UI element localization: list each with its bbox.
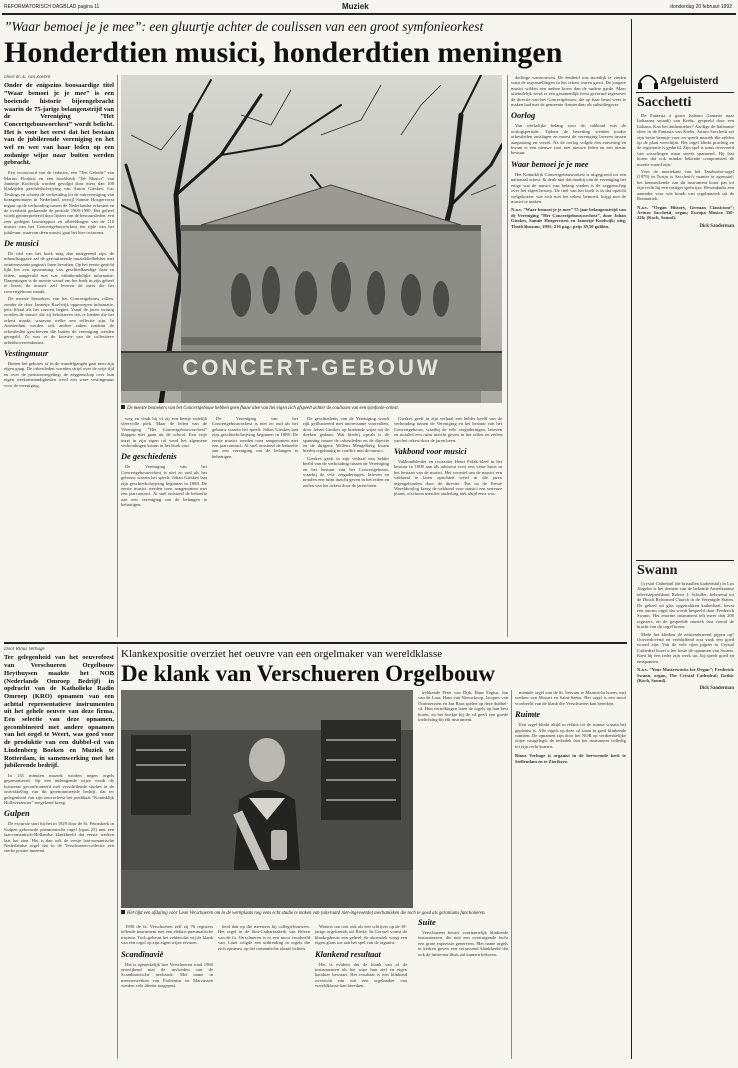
- article1-body: Gieskes geeft in zijn verhaal een helder beeld van de verhouding tussen de Vereniging en het bestuur van het Concertgebouw, waarbij de vele vergaderingen, brieven en notulen een ruim inzicht geven in het reilen en zeilen van het orkest door de jaren heen.: [303, 455, 389, 488]
- caption-text: Het lijkt een afdaling voor Leon Verschueren om in de werkplaats nog eens echt studie te maken van (uiteraard niet-ingevoerde) mechanieken die toch te goed als geraniums functioneren.: [127, 911, 486, 916]
- article1-subhead-vestingmuur: Vestingmuur: [4, 348, 49, 358]
- verschueren-photo: [121, 690, 413, 908]
- article1-body: weg en vindt hij of zij een beetje redelijk sfeervolle plek. Maar de leden van de Vereniging ”Het Concertgebouworchest” klappen niet gaan uit de school. Een vrije inzet in zijn eigen rol werd het algemene verhoudingen kwam in het boek vast.: [121, 416, 207, 449]
- article1-column-3: [212, 416, 298, 637]
- swann-review: [637, 581, 734, 1059]
- article1-body: Gieskes geeft in zijn verhaal een helder beeld van de verhouding tussen de Vereniging en het bestuur van het Concertgebouw, waarbij de vele vergaderingen, brieven en notulen een ruim inzicht geven in het reilen en zeilen van het orkest door de jaren heen.: [394, 416, 502, 443]
- article1-intro: Onder de enigszins boosaardige titel ”Waar bemoei je je mee” is een boeiende historie bijeengebracht waarin de 75-jarige belangenstrijd van de Vereniging ”Het Concertgebouworchest” wordt belicht. Het is voor het eerst dat het bestaan van de jubilerende vereniging en het wel en wee van haar leden op een zodanige wijze naar buiten werden gebracht.: [4, 82, 114, 167]
- concertgebouw-sign-text: CONCERT-GEBOUW: [182, 355, 441, 380]
- article1-left-column: [4, 75, 114, 637]
- swann-body: Mede het klinken de zestienduizend pijpen op? Oorverdovend en verbluffend zou vaak een goed woord zijn. Van de vele rijen pijpen in Crystal Cathedral hoort u het beste de opnamen van Swann. Kent hij een ieder zijn werk uit, hij speelt goed en ontspannen.: [637, 631, 734, 664]
- article1-body: De Vereniging van het Concertgebouworkest is niet zo oud als het gebouw waarin het speelt. Johan Gieskes laat zijn geschiedschrijving beginnen in 1888. De eerste musici werden toen aangenomen met een jaarcontract. Al snel ontstond de behoefte aan een vereniging om de belangen te behartigen.: [121, 464, 207, 508]
- column-divider: [117, 75, 118, 637]
- article2-subhead-gulpen: Gulpen: [4, 809, 30, 819]
- article2-column-2: [121, 924, 213, 1059]
- article1-subhead-musici: De musici: [4, 239, 39, 249]
- swann-title: Swann: [637, 563, 678, 578]
- sacchetti-body: De Fantasia à gusto Italiano (fantasie naar Italiaanse smaak) van Krebs, gespeeld door een Italiaan. Kan het authentieker? Aardige de Italiaanse sfeer in de Fantasia van Krebs. Arturo Sacchetti zet zijn beste beentje voor en speelt muziek die zelden op de plaat verschijnt. Het orgel klinkt prachtig en de registratie is gedurfd. Zijn spel is soms overvoerd van wisselingen maar steeds spannend. Hij laat horen dat ook minder bekende componisten de moeite waard zijn.: [637, 113, 734, 167]
- article2-kicker: Klankexpositie overziet het oeuvre van een orgelmaker van wereldklasse: [121, 648, 443, 660]
- article1-body: Het Koninklijk Concertgebouworkest is uitgegroeid tot een nationaal orkest. Ik denk niet dat daarbij van de vereniging het enige wat de musici van belang vinden is de zeggenschap over het eigen beroep. De titel van het boek is in dat opzicht welgekozen: wie zich met het orkest bemoeit, krijgt met de musici te maken.: [511, 171, 626, 204]
- article2-body: Het is opmerkelijk hoe Verschueren rond 1960 ontwijkend met de invloeden van de Scandinavische neobarok. Met name in meesterwerken van Frobenius en Marcussen werden vele ideeën toegepast.: [121, 961, 213, 989]
- article2-byline: Door Rinus Verhage: [4, 647, 45, 652]
- article2-column-5: [418, 690, 508, 908]
- article1-body: De geschiedenis van de Vereniging wordt rijk geïllustreerd met interessante voorvallen, door Johan Gieskes op boeiende wijze uit de doeken gedaan. Wat hierbij opvalt is de spanning tussen de orkestleden en de directie en de dirigent. Willem Mengelberg kwam hierbij regelmatig in conflict met de musici.: [303, 416, 389, 454]
- caption-marker: [121, 910, 125, 914]
- article1-column-4: [303, 416, 389, 637]
- sidebar-rule: [636, 92, 734, 93]
- masthead-rule: [2, 13, 736, 15]
- article2-body: De excursie start bij het in 1929 door de St. Petruskerk in Gulpen gebouwde pneumatische orgel (opus 25) met een laat-romantisch-Hollandse klankbeeld dat eerste werken laat het zien. Het is dan ook de eerste laat-romantische Nederlandse orgel dat in de Verschueren-collectie een sterke positie inneemt.: [4, 821, 114, 854]
- article1-subhead-geschiedenis: De geschiedenis: [121, 452, 177, 462]
- article1-book-info: N.a.v. ”Waar bemoei je je mee” 75 jaar belangenstrijd van de Vereniging ”Het Concertgebouworchest”, door Johan Gieskes, Sannie Hoogervorst en Jannetje Koolwijk; uitg. Thoth Bussum, 1991; 216 pag.; prijs 39,50 gulden.: [511, 207, 626, 229]
- article2-subhead-klankend: Klankend resultaat: [315, 949, 381, 959]
- swann-body: Crystal Cathedral (de kristallen kathedraal) in Los Angeles is het domein van de bekende Amerikaanse televisiepredikant Robert J. Schuller, behorend tot de Dutch Reformed Church in de Verenigde Staten. De geheel uit glas opgetrokken kathedraal, bevat een enorm orgel dat wordt bespeeld door Frederick Swann. Het enorme instrument telt meer dan 200 registers, en de gespeelde muziek laat vooral de kracht van dit orgel horen.: [637, 581, 734, 630]
- masthead-section: Muziek: [342, 2, 369, 11]
- article2-body: In 135 minuten muziek worden negen orgels gepresenteerd. Op een indringende wijze wordt de luisteraar geconfronteerd met verschillende studies in de ontwikkeling van dit gerenommeerde bedrijf, dat ter gelegenheid van zijn oeuvrefeest het predikaat ”Koninklijk Hofleverancier” toegekend kreeg.: [4, 772, 114, 805]
- verschueren-photo-illustration: [121, 690, 413, 908]
- article2-body: 1990 de fa. Verschueren zelf zij 76 registers tellende instrument met een elektro-pneumatische tractuur. Toch gebeurt het zelden dat wij de klank van een orgel op zijn eigen wijze ervaren.: [121, 924, 213, 946]
- concertgebouw-photo: [121, 75, 502, 403]
- article1-column-5: [394, 416, 502, 637]
- article1-body: De meeste bezoekers van het Concertgebouw rollen, zonder de door Jannetje Koolwijk opgeroepen informatie, pers filiaal als het concert begint. Vanaf de jaren twintig worden de musici die zij beluisteren iets te bieden die het orkest maakt; waarvan welke een reflectie zijn. In Amsterdam werden ook andere zaken rondom de orkestleden geschreven die buiten de vereniging werden geregeld. Zo was er de kwestie van de collectieve arbeidsovereenkomst.: [4, 296, 114, 345]
- article2-column-4: [315, 924, 407, 1059]
- article2-headline: De klank van Verschueren Orgelbouw: [121, 661, 496, 686]
- article2-intro: Ter gelegenheid van het oeuvrefeest van Verschueren Orgelbouw Heythuysen maakte het NOB (Nederlands Omroep Bedrijf) in opdracht van de Katholieke Radio Omroep (KRO) opnamen van een achttal representatieve instrumenten uit het gehele oeuvre van deze firma. Een selectie van deze opnamen, gecombineerd met andere opnamen van het orgel te Weert, was goed voor de produktie van een dubbel-cd van Lindenberg Boeken en Muziek te Rotterdam, in samenwerking met het jubilerende bedrijf.: [4, 654, 114, 770]
- article-divider: [4, 642, 627, 644]
- article2-body: Woners om ooit ook als een schrijver op de 18-jarige orgeltrends uit Breda. In Gorssel vormt de klankopbouw een geheel; de akoestiek voegt een eigen glans toe aan het spel van de organist.: [315, 924, 407, 946]
- article1-body: Vakbondsleider en voorzitter Henri Polak bleef in het bestuur in 1908 aan als adviseur voor een vaste basis in het bestaan van de musici. Het voorstel om de musici een vakbond te laten oprichten werd in die jaren tegengehouden door de directie. Pas na de Eerste Wereldoorlog kreeg de vakbond voor musici een serieuze plaats, ofschoon men het onderling niet altijd eens was.: [394, 459, 502, 497]
- sidebar-divider: [631, 19, 632, 1059]
- column-divider: [117, 647, 118, 1059]
- sacchetti-info: N.a.v. ”Organ History, German Classicism”; Arturo Sacchetti, organ; Europa Musica 350-226; (Koch, Sound).: [637, 204, 734, 221]
- article2-right-column: [515, 690, 626, 1059]
- article1-body: Buiten het gebouw of in de wandelgangen gaat men zijn eigen gang. De orkestleden voerden strijd over de vrije tijd en over de pensioenregeling; de zeggenschap over hun eigen werkomstandigheden werd een ware vestingmuur voor de vereniging.: [4, 360, 114, 388]
- article1-subhead-waarbemoei: Waar bemoei je je mee: [511, 159, 589, 169]
- sidebar-rule: [636, 560, 734, 561]
- article1-subhead-oorlog: Oorlog: [511, 111, 536, 121]
- concertgebouw-photo-illustration: [121, 75, 502, 403]
- article2-column-3: [218, 924, 310, 1059]
- article1-column-2: [121, 416, 207, 637]
- headphones-icon: [636, 72, 660, 90]
- article2-body: heid dan op die meesters bij collega-bouwers. Het orgel in de Sint-Catharinakerk van Bilzen van de fa. Verschueren is er een mooi voorbeeld van. Later volgde een uitbreiding in orgels die zich opnieuw op het romantische ideaal richten.: [218, 924, 310, 951]
- article1-body: De Vereniging van het Concertgebouworkest is niet zo oud als het gebouw waarin het speelt. Johan Gieskes laat zijn geschiedschrijving beginnen in 1888. De eerste musici werden toen aangenomen met een jaarcontract. Al snel ontstond de behoefte aan een vereniging om de belangen te behartigen.: [212, 416, 298, 459]
- masthead-date: donderdag 20 februari 1992: [670, 4, 732, 10]
- article1-body: Van werkelijke belang voor de vakbond was de oorlogsperiode. Tijdens de bezetting werden joodse orkestleden ontslagen en moest de vereniging laveren tussen aanpassing en verzet. Na de oorlog volgde een zuivering en kwam er een nieuwe start met nieuwe leden en een nieuw bestuur.: [511, 123, 626, 156]
- article1-body: Een voorwoord van de redactie, een ”Ten Geleide” van Marius Flothuis en een hoofdstuk ”De Musici” van Jannetje Koolwijk worden gevolgd door meer dan 100 bladzijden geschiedschrijving van Anton Gieskes. Cas Teulings en schetst de verbouding tot de vakvereniging van bonsgenonaten in Nederland, terwijl Sannie Hoogervorst ingaat op de verhouding tussen de Nederlandse orkesten en de overheid gedurende de periode 1900-1990. Het geheel wordt geïnterpreteerd door lijsten van de bestuursleden, een zeer gedegen brontrapport en afbeeldingen van de 110 musici van het Concertgebouworkest ten tijde van het jubileum, waarvan deen musici gaat het hier trouwens.: [4, 170, 114, 235]
- caption-text: De meeste bezoekers van het Concertgebouw hebben geen flauw idee van het eigen zich afspeelt achter de coulissen van een symfonie-orkest.: [127, 406, 399, 411]
- afgeluisterd-logo: [636, 72, 734, 90]
- article1-body: derlinge wantrouwen. De eenheid was moeilijk te vinden want de tegenstellingen in het orkest waren groot. De jongere musici wilden een andere koers dan de oudere garde. Maar uiteindelijk werd er een gezamenlijk front gevormd tegenover de directie van het Concertgebouw, die op haar beurt weer te maken had met de gemeente Amsterdam als subsidiegever.: [511, 75, 626, 108]
- sacchetti-body: Voor de muziekant van het Tamburini-orgel (1979) in Turijn is Sacchetti's manier te agressief; het kenmerkende van dit instrument komt pas tot zijn recht bij een rustiger spelwijze. Desondanks een aanrader voor wie houdt van orgelmuziek uit de Romantiek.: [637, 169, 734, 202]
- sacchetti-review: [637, 113, 734, 553]
- swann-signature: Dick Sanderman: [699, 686, 734, 692]
- masthead: [2, 2, 736, 12]
- article2-body: Het is evident dat de klank van al de instrumenten als het ware hun ziel en eigen karakter bewaart. Het resultaat is een klinkend overzicht van wat een orgelmaker van wereldklasse kan bereiken.: [315, 961, 407, 989]
- masthead-paper: REFORMATORISCH DAGBLAD pagina 11: [4, 4, 100, 10]
- article2-subhead-suite: Suite: [418, 918, 436, 927]
- article2-body: mentale orgel van de St. Servaas te Maastricht horen, met werken van Mozart en Saint-Saëns. Het orgel is een mooi voorbeeld van de klank die Verschueren kan bereiken.: [515, 690, 626, 706]
- article2-left-column: [4, 647, 114, 1059]
- article1-headline: Honderdtien musici, honderdtien meningen: [4, 36, 563, 69]
- article2-subhead-ruimte: Ruimte: [515, 710, 541, 720]
- article1-kicker: ”Waar bemoei je je mee”: een gluurtje achter de coulissen van een groot symfonieorkest: [4, 19, 484, 34]
- column-divider: [507, 75, 508, 637]
- article2-subhead-scandinavie: Scandinavië: [121, 949, 164, 959]
- article1-byline: Door dr. E. van Zoeren: [4, 75, 51, 80]
- article1-body: De tied van het boek mag dan intrigerend zijn, de inhoudsopgave zal de geroutineerde muziekliefhebber met oninteressante pagina's laten bevatten. Op het eerste gezicht lijkt het een opsomming van geschiedkundige data en feiten, aangevuld met wat vakinhoudelijke informatie. Daarentegen is de moeite waard om het boek in zijn geheel te lezen; de musici zelf leveren de inzet die het concertgebouw maakt.: [4, 251, 114, 294]
- column-divider: [511, 690, 512, 1059]
- afgeluisterd-label: Afgeluisterd: [660, 76, 719, 87]
- caption-marker: [121, 405, 125, 409]
- article2-body: Verschueren bouwt voornamelijk klinkende instrumenten, die met een overtuigende lucht een grote expressie genereren. Met name orgels in kerken geven een verrassend klankbeeld dat ook de luisteraar thuis zal kunnen bekoren.: [418, 930, 508, 957]
- article2-body: Een orgel klinkt altijd in relatie tot de ruimte waarin het geplaatst is. Alle orgels op deze cd staan in goed klinkende ruimten. De opnamen zijn door het NOB op verdienstelijke wijze vastgelegd; de techniek laat het instrument volledig tot zijn recht komen.: [515, 722, 626, 749]
- article2-author-info: Rinus Verhage is organist in de hervormde kerk te Stellendam en te Zierikzee.: [515, 753, 626, 764]
- sacchetti-title: Sacchetti: [637, 95, 692, 110]
- sacchetti-signature: Dick Sanderman: [699, 223, 734, 229]
- article1-subhead-vakbond: Vakbond voor musici: [394, 447, 467, 457]
- article1-right-column: [511, 75, 626, 637]
- article2-column-6: [418, 914, 508, 1059]
- concertgebouw-photo-caption: [121, 405, 502, 412]
- swann-info: N.a.v. ”Your Masterworks for Organ”; Frederick Swann, organ, The Crystal Cathedral; Gothic (Koch, Sound).: [637, 667, 734, 683]
- article2-body: trekkende Peter van Dijk, Hans Fagius, Jan van de Laar, Hans van Nieuwkoop, Jacques van Oortmerssen en Jan Raas spelen op deze dubbel-cd. Hun vertolkingen laten de orgels op hun best horen, en het boekje bij de cd geeft een goede toelichting bij elk instrument.: [418, 690, 508, 723]
